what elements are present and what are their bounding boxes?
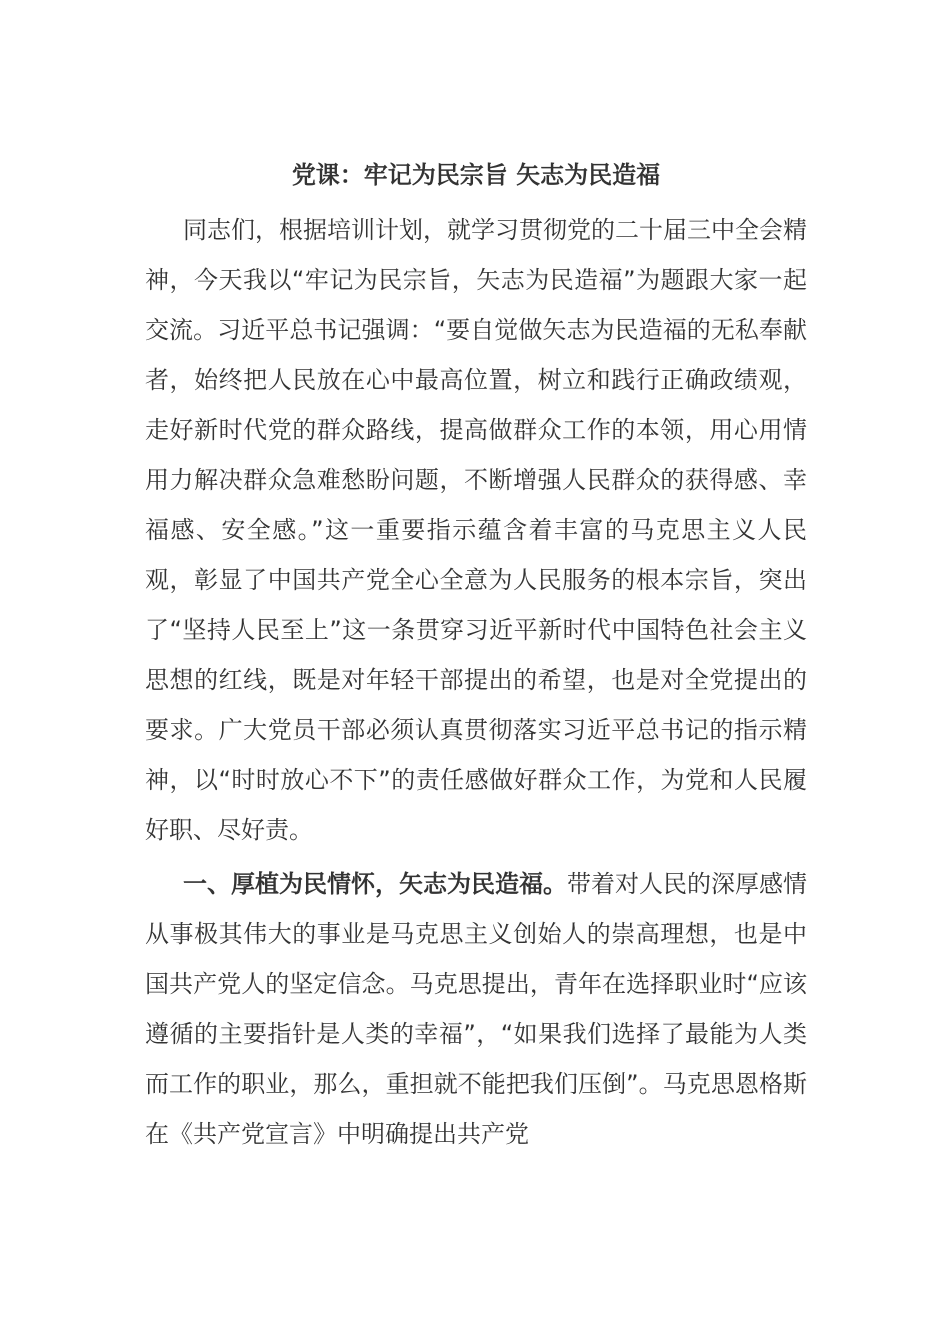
document-title: 党课：牢记为民宗旨 矢志为民造福 xyxy=(291,161,661,189)
paragraph-intro xyxy=(145,205,807,855)
section-one-heading: 一、厚植为民情怀，矢志为民造福。 xyxy=(183,870,567,898)
paragraph-intro-text: 同志们，根据培训计划，就学习贯彻党的二十届三中全会精神，今天我以“牢记为民宗旨，矢志为民造福”为题跟大家一起交流。习近平总书记强调：“要自觉做矢志为民造福的无私奉献者，始终把人民放在心中最高位置，树立和践行正确政绩观，走好新时代党的群众路线，提高做群众工作的本领，用心用情用力解决群众急难愁盼问题，不断增强人民群众的获得感、幸福感、安全感。”这一重要指示蕴含着丰富的马克思主义人民观，彰显了中国共产党全心全意为人民服务的根本宗旨，突出了“坚持人民至上”这一条贯穿习近平新时代中国特色社会主义思想的红线，既是对年轻干部提出的希望，也是对全党提出的要求。广大党员干部必须认真贯彻落实习近平总书记的指示精神，以“时时放心不下”的责任感做好群众工作，为党和人民履好职、尽好责。 xyxy=(145,216,807,844)
paragraph-section-one xyxy=(145,859,807,1159)
section-one-text: 带着对人民的深厚感情从事极其伟大的事业是马克思主义创始人的崇高理想，也是中国共产党人的坚定信念。马克思提出，青年在选择职业时“应该遵循的主要指针是人类的幸福”，“如果我们选择了最能为人类而工作的职业，那么，重担就不能把我们压倒”。马克思恩格斯在《共产党宣言》中明确提出共产党 xyxy=(145,870,807,1148)
document-body xyxy=(145,152,807,1163)
